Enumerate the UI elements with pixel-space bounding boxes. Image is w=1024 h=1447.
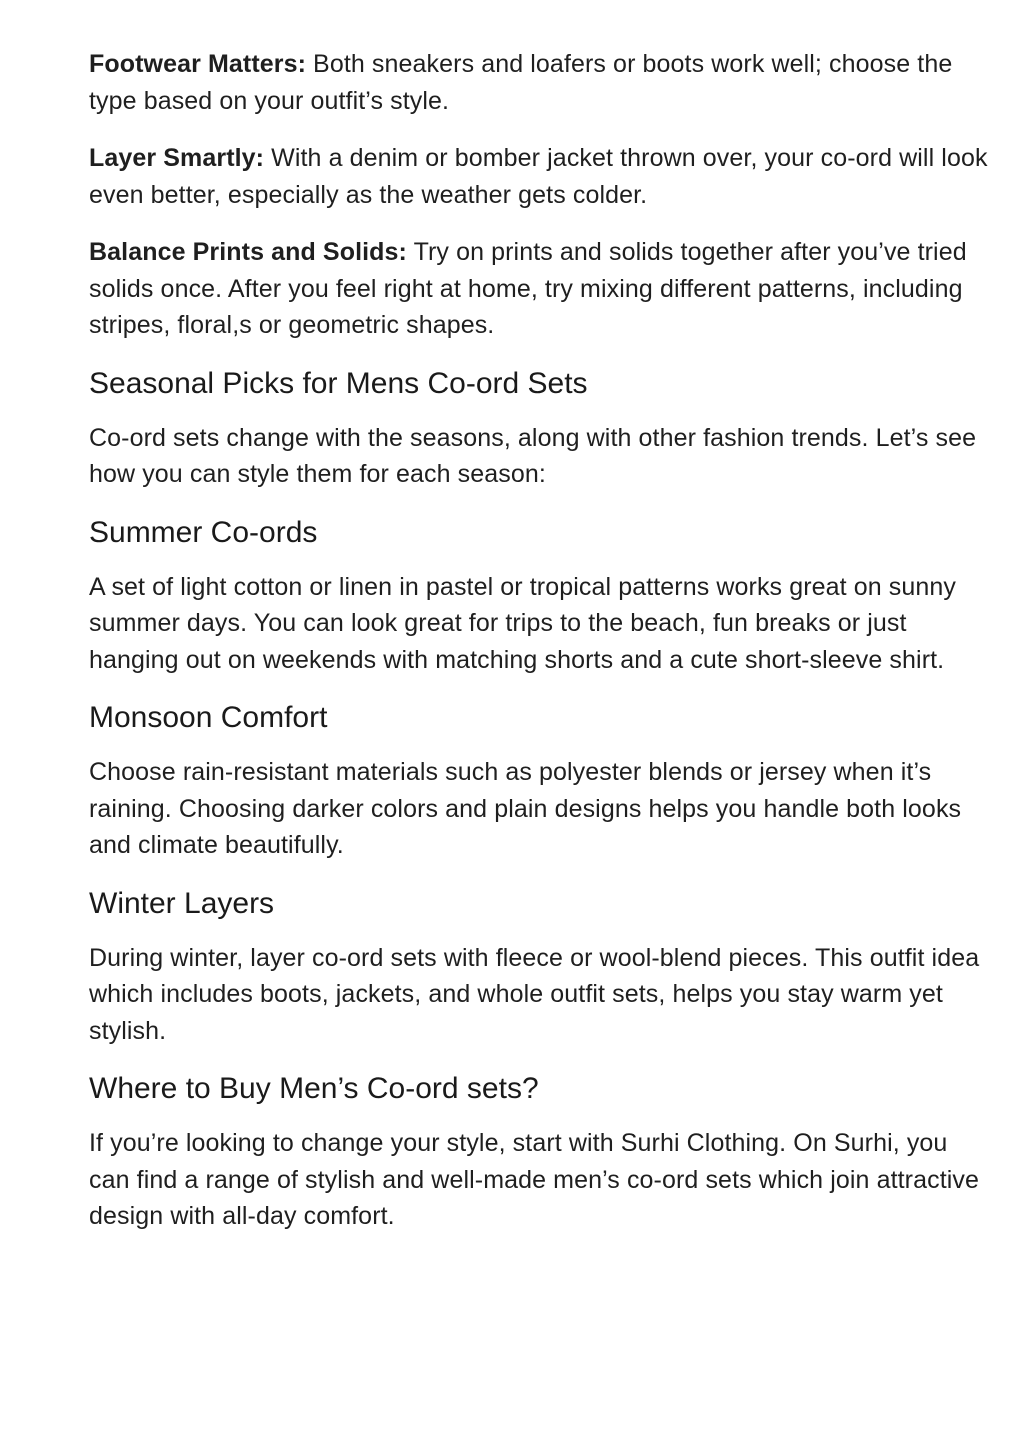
section-body-winter: During winter, layer co-ord sets with fleece or wool-blend pieces. This outfit idea which includes boots, jackets, and whole outfit sets, helps you stay warm yet stylish. (89, 943, 980, 1045)
section-body-summer: A set of light cotton or linen in pastel or tropical patterns works great on sunny summer days. You can look great for trips to the beach, fun breaks or just hanging out on weekends with matching shorts and a cute short-sleeve shirt. (89, 572, 957, 674)
section-heading-monsoon: Monsoon Comfort (89, 701, 328, 734)
section-heading-where-to-buy: Where to Buy Men’s Co-ord sets? (89, 1072, 539, 1105)
tip-footwear (89, 46, 989, 119)
section-heading-seasonal: Seasonal Picks for Mens Co-ord Sets (89, 366, 588, 400)
tip-balance (89, 234, 989, 344)
section-heading-winter: Winter Layers (89, 886, 275, 920)
tip-layer (89, 140, 989, 213)
section-heading-summer: Summer Co-ords (89, 515, 318, 549)
section-body-monsoon: Choose rain-resistant materials such as polyester blends or jersey when it’s raining. Choosing darker colors and plain designs helps you handle both looks and climate beautifully. (89, 758, 962, 859)
section-intro-seasonal: Co-ord sets change with the seasons, along with other fashion trends. Let’s see how you can style them for each season: (89, 423, 977, 488)
tip-label: Footwear Matters: (89, 50, 307, 78)
article-content (89, 46, 989, 1235)
tip-text: With a denim or bomber jacket thrown over, your co-ord will look even better, especially as the weather gets colder. (89, 144, 988, 209)
tip-text: Try on prints and solids together after you’ve tried solids once. After you feel right at home, try mixing different patterns, including stripes, floral,s or geometric shapes. (89, 238, 967, 339)
section-body-where-to-buy: If you’re looking to change your style, start with Surhi Clothing. On Surhi, you can find a range of stylish and well-made men’s co-ord sets which join attractive design with all-day comfort. (89, 1129, 980, 1230)
tip-text: Both sneakers and loafers or boots work well; choose the type based on your outfit’s style. (89, 50, 953, 115)
tip-label: Balance Prints and Solids: (89, 238, 407, 266)
tip-label: Layer Smartly: (89, 144, 265, 172)
